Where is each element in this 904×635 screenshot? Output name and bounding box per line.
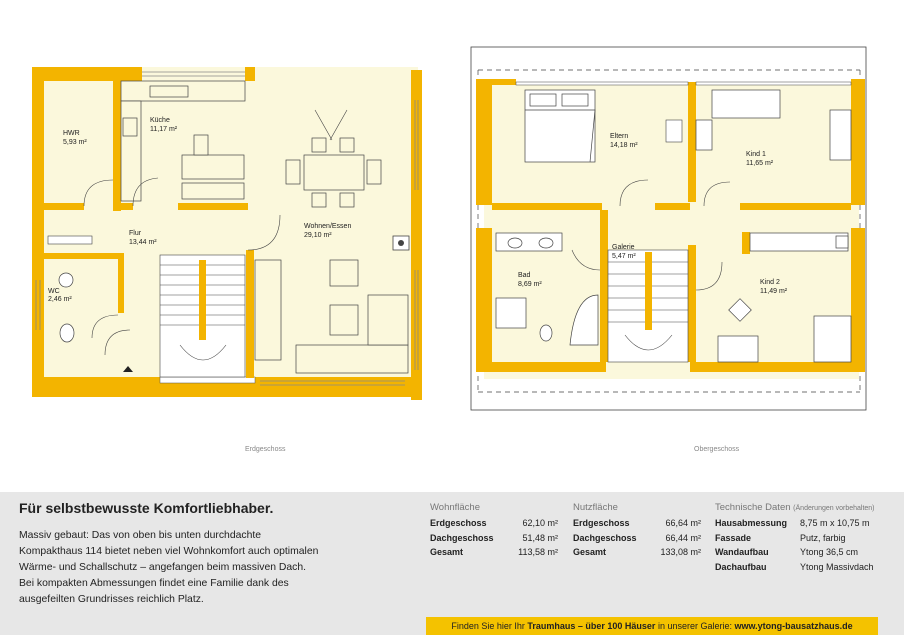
room-area-galerie: 5,47 m² (612, 253, 636, 260)
room-area-wohnen: 29,10 m² (304, 232, 332, 239)
floor-caption-erdgeschoss: Erdgeschoss (245, 446, 286, 453)
room-area-kueche: 11,17 m² (150, 126, 178, 133)
wall (476, 228, 492, 368)
room-name-flur: Flur (129, 230, 142, 237)
row-value: Ytong 36,5 cm (800, 547, 859, 557)
wall (44, 253, 124, 259)
banner-link[interactable]: www.ytong-bausatzhaus.de (734, 621, 853, 631)
wall (32, 67, 44, 397)
row-value: 66,64 m² (665, 518, 701, 528)
table-row (715, 562, 875, 577)
room-name-kind1: Kind 1 (746, 151, 766, 158)
technische-daten-header (715, 502, 875, 518)
info-panel (0, 492, 904, 635)
row-label: Dachgeschoss (573, 532, 637, 543)
wall (118, 253, 124, 313)
upper-staircase (608, 250, 688, 362)
toilet (60, 324, 74, 342)
room-name-hwr: HWR (63, 130, 80, 137)
wall (246, 250, 254, 378)
row-label: Wandaufbau (715, 547, 769, 557)
wall (476, 79, 492, 205)
technische-daten-note: (Änderungen vorbehalten) (793, 505, 875, 512)
wall (178, 203, 248, 210)
room-name-wohnen: Wohnen/Essen (304, 223, 352, 230)
wall (600, 210, 608, 362)
wall (245, 67, 255, 81)
wall (690, 362, 865, 372)
nutzflaeche-table (573, 502, 701, 562)
table-row (573, 518, 701, 533)
room-name-kueche: Küche (150, 117, 170, 124)
wohnflaeche-table (430, 502, 558, 562)
row-label: Hausabmessung (715, 518, 788, 528)
row-value: Putz, farbig (800, 532, 846, 543)
wall (655, 203, 690, 210)
row-value: Ytong Massivdach (800, 561, 874, 572)
row-label: Fassade (715, 532, 752, 543)
wall (492, 203, 602, 210)
chair (666, 120, 682, 142)
wall (476, 362, 606, 372)
row-value: 133,08 m² (660, 547, 701, 557)
wall (688, 245, 696, 362)
wall (411, 70, 422, 400)
room-area-kind2: 11,49 m² (760, 288, 788, 295)
table-row (573, 547, 701, 562)
row-label: Dachgeschoss (430, 532, 494, 543)
wall (742, 232, 750, 254)
room-name-galerie: Galerie (612, 244, 635, 251)
dormer (516, 82, 688, 85)
room-area-wc: 2,46 m² (48, 296, 72, 303)
wall (851, 79, 865, 205)
wall (476, 79, 516, 85)
wardrobe (48, 236, 92, 244)
row-label: Erdgeschoss (430, 518, 487, 528)
row-label: Dachaufbau (715, 561, 767, 572)
technische-daten-table (715, 502, 875, 576)
wall (740, 203, 851, 210)
nutzflaeche-title: Nutzfläche (573, 502, 618, 513)
row-value: 8,75 m x 10,75 m (800, 518, 870, 528)
banner-prefix: Finden Sie hier Ihr (451, 621, 528, 631)
floor-caption-obergeschoss: Obergeschoss (694, 446, 740, 453)
room-area-hwr: 5,93 m² (63, 139, 87, 146)
table-row (573, 533, 701, 548)
double-bed (525, 90, 595, 162)
row-value: 113,58 m² (518, 547, 558, 557)
room-area-bad: 8,69 m² (518, 281, 542, 288)
room-area-kind1: 11,65 m² (746, 160, 774, 167)
row-label: Gesamt (573, 547, 607, 557)
table-row (715, 547, 875, 562)
row-label: Erdgeschoss (573, 518, 630, 528)
room-name-bad: Bad (518, 272, 531, 279)
room-area-flur: 13,44 m² (129, 239, 157, 246)
room-name-eltern: Eltern (610, 133, 629, 140)
info-description: Massiv gebaut: Das von oben bis unten durchdachte Kompakthaus 114 bietet neben viel Wohnkomfort auch optimalen Wärme- und Schallschutz – angefangen beim massiven Dach. Bei kompakten Abmessungen findet eine Familie dank des ausgefeilten Grundrisses reichlich Platz. (19, 530, 319, 605)
banner-highlight: Traumhaus – über 100 Häuser (527, 621, 656, 631)
staircase (160, 255, 245, 377)
wall (851, 228, 865, 368)
row-value: 51,48 m² (522, 532, 558, 543)
table-row (430, 533, 558, 548)
row-value: 62,10 m² (522, 518, 558, 528)
row-label: Gesamt (430, 547, 464, 557)
wall (113, 203, 133, 210)
room-name-kind2: Kind 2 (760, 279, 780, 286)
wc-sink (59, 273, 73, 287)
info-headline: Für selbstbewusste Komfortliebhaber. (19, 500, 274, 516)
wall-opening (160, 377, 255, 383)
wall (32, 67, 142, 81)
upper-floor-plan (471, 47, 866, 410)
room-area-eltern: 14,18 m² (610, 142, 638, 149)
banner-middle: in unserer Galerie: (655, 621, 735, 631)
room-name-wc: WC (48, 288, 60, 295)
wall (113, 81, 121, 211)
table-row (430, 518, 558, 533)
ground-floor-plan (32, 67, 422, 400)
table-row (430, 547, 558, 562)
table-row (715, 533, 875, 548)
wohnflaeche-title: Wohnfläche (430, 502, 480, 513)
gallery-banner[interactable] (426, 617, 878, 635)
fireplace-icon (398, 240, 404, 246)
technische-daten-title: Technische Daten (715, 502, 791, 513)
dormer (696, 82, 851, 85)
wall (688, 82, 696, 202)
row-value: 66,44 m² (665, 532, 701, 543)
table-row (715, 518, 875, 533)
wall (44, 203, 84, 210)
